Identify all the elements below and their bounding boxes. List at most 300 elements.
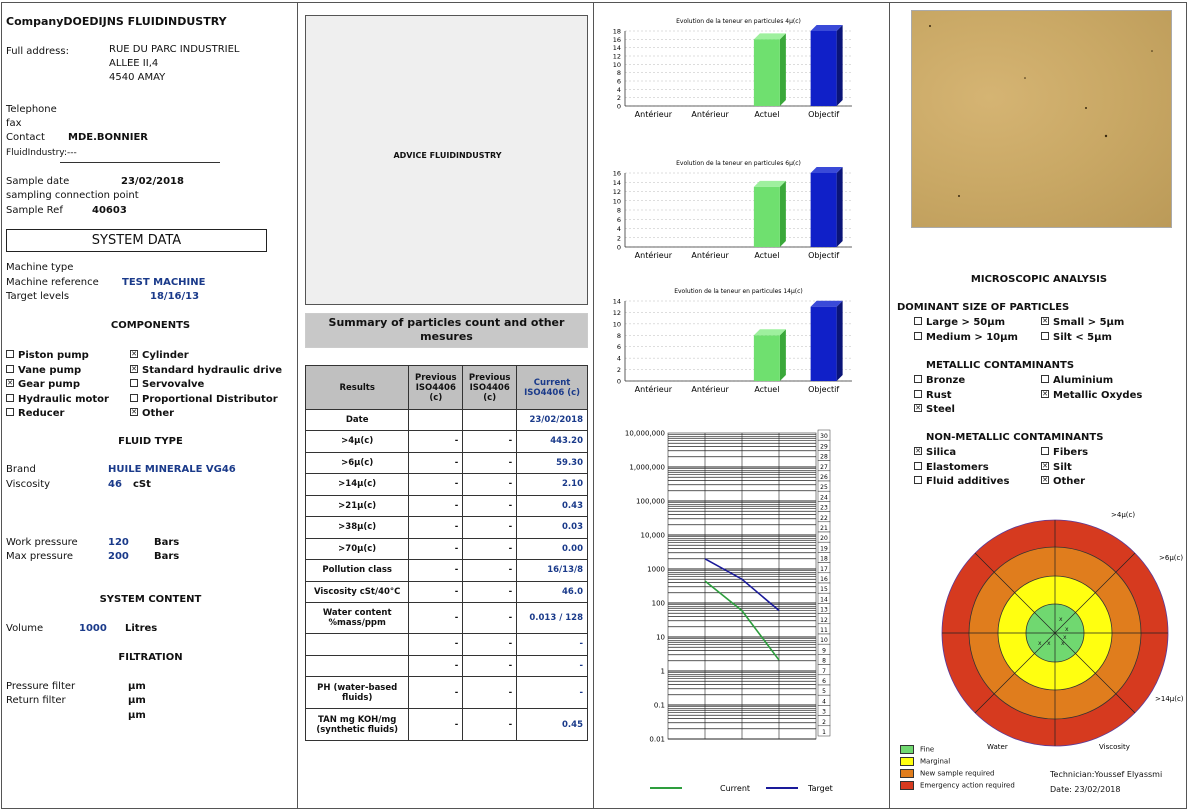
checkbox-label: Reducer (18, 408, 65, 419)
charts-panel (593, 2, 890, 809)
y-tick-label: 18 (612, 27, 621, 36)
checkbox-gear-pump[interactable] (6, 379, 80, 390)
checkbox-label: Proportional Distributor (142, 393, 278, 405)
extra-filter-unit: µm (128, 710, 146, 721)
brand-value: HUILE MINERALE VG46 (108, 464, 236, 475)
iso-class-label: 29 (820, 443, 828, 451)
y-tick-label: 16 (612, 169, 621, 178)
checkbox-icon[interactable] (1041, 390, 1049, 398)
filtration-title: FILTRATION (118, 652, 183, 663)
log-y-tick: 100,000 (636, 497, 665, 506)
log-y-tick: 1,000,000 (629, 463, 665, 472)
radar-label-6u: >6µ(c) (1159, 554, 1184, 562)
results-header: Previous ISO4406 (c) (463, 366, 517, 410)
y-tick-label: 12 (612, 52, 621, 61)
legend-label: New sample required (920, 769, 995, 778)
bar-side (837, 167, 843, 247)
checkbox-icon[interactable] (6, 379, 14, 387)
table-cell: - (409, 560, 463, 582)
table-row (306, 474, 588, 496)
checkbox-icon[interactable] (1041, 332, 1049, 340)
table-cell: - (463, 655, 517, 677)
table-cell: Water content %mass/ppm (306, 603, 409, 634)
advice-box (305, 15, 588, 305)
iso-class-label: 13 (820, 606, 828, 614)
checkbox-icon[interactable] (6, 350, 14, 358)
y-tick-label: 0 (616, 102, 621, 111)
iso-class-label: 3 (822, 708, 826, 716)
iso-class-label: 25 (820, 484, 828, 492)
particle-dots (912, 11, 1173, 229)
y-tick-label: 14 (612, 44, 621, 53)
iso-class-label: 11 (820, 627, 828, 634)
checkbox-servovalve[interactable] (130, 379, 204, 390)
table-cell: 59.30 (517, 452, 588, 474)
radar-point-icon: x (1059, 616, 1063, 623)
checkbox-fibers[interactable] (1041, 447, 1088, 458)
checkbox-label: Rust (926, 389, 952, 401)
table-cell: - (409, 452, 463, 474)
iso-class-label: 4 (822, 698, 826, 706)
iso-class-label: 5 (822, 688, 826, 696)
iso-class-label: 16 (820, 576, 828, 583)
legend-swatch (900, 757, 914, 766)
iso-class-label: 7 (822, 667, 826, 675)
checkbox-label: Standard hydraulic drive (142, 364, 283, 376)
table-cell: 0.45 (517, 709, 588, 741)
table-cell: >14µ(c) (306, 474, 409, 496)
y-tick-label: 8 (616, 206, 621, 215)
checkbox-icon[interactable] (1041, 447, 1049, 455)
checkbox-label: Fluid additives (926, 476, 1010, 487)
machine-ref-value: TEST MACHINE (122, 277, 206, 288)
checkbox-icon[interactable] (6, 408, 14, 416)
checkbox-label: Servovalve (142, 379, 205, 390)
components-title: COMPONENTS (110, 320, 191, 331)
table-cell: 2.10 (517, 474, 588, 496)
y-tick-label: 14 (612, 297, 621, 306)
radar-label-4u: >4µ(c) (1111, 511, 1136, 519)
volume-label: Volume (6, 623, 44, 634)
bar-objectif (811, 173, 837, 247)
checkbox-icon[interactable] (6, 365, 14, 373)
bar-actuel (754, 187, 780, 247)
viscosity-unit: cSt (133, 479, 151, 490)
table-cell: - (409, 538, 463, 560)
log-y-tick: 0.01 (649, 735, 665, 744)
bar-chart-title: Evolution de la teneur en particules 14µ(c) (674, 288, 803, 295)
checkbox-metallic-oxydes[interactable] (1041, 390, 1142, 401)
checkbox-silt[interactable] (1041, 462, 1072, 473)
table-row (306, 431, 588, 453)
table-cell: - (463, 560, 517, 582)
table-cell: >4µ(c) (306, 431, 409, 453)
table-cell: - (463, 634, 517, 656)
report-date: Date: 23/02/2018 (1050, 785, 1121, 794)
microscopic-panel (889, 2, 1187, 809)
sample-ref-value: 40603 (92, 205, 127, 216)
sampling-point: sampling connection point (6, 190, 139, 201)
metallic-title: METALLIC CONTAMINANTS (926, 360, 1075, 371)
address-line-1: RUE DU PARC INDUSTRIEL (109, 44, 240, 55)
bar-side (780, 33, 786, 106)
address-line-2: ALLEE II,4 (109, 58, 159, 69)
machine-ref-label: Machine reference (6, 277, 99, 288)
y-tick-label: 8 (616, 331, 621, 340)
y-tick-label: 12 (612, 308, 621, 317)
checkbox-standard-hydraulic-drive[interactable] (130, 365, 282, 376)
checkbox-medium-10-m[interactable] (914, 332, 1018, 343)
y-tick-label: 6 (616, 215, 621, 224)
target-levels-label: Target levels (6, 291, 70, 302)
iso-class-label: 20 (820, 535, 828, 543)
legend-swatch (900, 745, 914, 754)
table-cell: - (409, 603, 463, 634)
radar-chart (890, 505, 1188, 755)
checkbox-vane-pump[interactable] (6, 365, 81, 376)
checkbox-icon[interactable] (6, 394, 14, 402)
table-cell: >38µ(c) (306, 517, 409, 539)
iso-class-label: 9 (822, 647, 826, 655)
checkbox-label: Silica (926, 447, 957, 458)
y-tick-label: 0 (616, 377, 621, 386)
checkbox-icon[interactable] (914, 332, 922, 340)
sample-ref-label: Sample Ref (6, 205, 63, 216)
iso-class-label: 15 (820, 586, 828, 594)
radar-point-icon: x (1038, 640, 1042, 647)
checkbox-aluminium[interactable] (1041, 375, 1113, 386)
legend-label: Marginal (920, 757, 951, 766)
table-cell: - (463, 474, 517, 496)
log-y-tick: 10,000,000 (624, 429, 665, 438)
checkbox-other[interactable] (130, 408, 174, 419)
table-row (306, 517, 588, 539)
microscope-image (911, 10, 1172, 228)
bar-objectif (811, 31, 837, 106)
iso-class-label: 17 (820, 565, 828, 573)
iso-class-label: 26 (820, 474, 828, 481)
table-cell: - (463, 709, 517, 741)
checkbox-icon[interactable] (130, 394, 138, 402)
checkbox-cylinder[interactable] (130, 350, 189, 361)
x-tick-label: Actuel (754, 385, 780, 394)
pressure-filter-label: Pressure filter (6, 681, 76, 692)
checkbox-icon[interactable] (914, 317, 922, 325)
checkbox-icon[interactable] (1041, 462, 1049, 470)
radar-label-viscosity: Viscosity (1099, 743, 1130, 751)
table-row (306, 495, 588, 517)
charts-svg (594, 3, 889, 808)
pressure-filter-unit: µm (128, 681, 146, 692)
log-y-tick: 100 (651, 599, 665, 608)
legend-swatch (900, 781, 914, 790)
legend-item (900, 757, 1015, 769)
table-cell: 0.43 (517, 495, 588, 517)
x-tick-label: Antérieur (691, 251, 729, 260)
legend-item (900, 769, 1015, 781)
checkbox-fluid-additives[interactable] (914, 476, 1009, 487)
iso-class-label: 19 (820, 545, 828, 553)
x-tick-label: Antérieur (634, 251, 673, 260)
table-cell: - (517, 634, 588, 656)
bar-objectif (811, 307, 837, 381)
iso-class-label: 1 (822, 729, 826, 736)
checkbox-icon[interactable] (130, 408, 138, 416)
checkbox-icon[interactable] (1041, 317, 1049, 325)
volume-value: 1000 (79, 623, 107, 634)
table-cell: TAN mg KOH/mg (synthetic fluids) (306, 709, 409, 741)
divider (60, 162, 220, 163)
summary-title (305, 313, 588, 348)
table-cell: - (409, 474, 463, 496)
radar-point-icon: x (1063, 634, 1067, 641)
table-cell: - (463, 452, 517, 474)
checkbox-icon[interactable] (130, 365, 138, 373)
return-filter-label: Return filter (6, 695, 66, 706)
bar-side (780, 181, 786, 247)
y-tick-label: 2 (616, 234, 621, 243)
legend-item (900, 745, 1015, 757)
legend-swatch (900, 769, 914, 778)
legend-label: Target (808, 784, 833, 793)
table-cell: - (409, 677, 463, 709)
contact-value: MDE.BONNIER (68, 132, 148, 143)
x-tick-label: Actuel (754, 110, 780, 119)
system-data-panel (1, 2, 298, 809)
table-cell: Pollution class (306, 560, 409, 582)
checkbox-hydraulic-motor[interactable] (6, 394, 109, 405)
y-tick-label: 2 (616, 366, 621, 375)
table-row (306, 538, 588, 560)
checkbox-icon[interactable] (1041, 476, 1049, 484)
checkbox-label: Gear pump (18, 379, 81, 390)
y-tick-label: 12 (612, 188, 621, 196)
checkbox-label: Silt < 5µm (1053, 331, 1112, 343)
table-cell: - (463, 581, 517, 603)
table-cell: 443.20 (517, 431, 588, 453)
table-row (306, 634, 588, 656)
checkbox-label: Metallic Oxydes (1053, 389, 1143, 401)
legend-label: Emergency action required (920, 781, 1015, 790)
y-tick-label: 10 (612, 60, 621, 69)
x-tick-label: Antérieur (691, 385, 729, 394)
table-cell: 16/13/8 (517, 560, 588, 582)
y-tick-label: 6 (616, 77, 621, 86)
log-y-tick: 1 (660, 667, 665, 676)
table-cell: - (409, 431, 463, 453)
table-row (306, 677, 588, 709)
checkbox-icon[interactable] (914, 462, 922, 470)
checkbox-elastomers[interactable] (914, 462, 989, 473)
table-cell: - (463, 603, 517, 634)
radar-label-water: Water (987, 743, 1008, 751)
radar-point-icon: x (1061, 640, 1065, 647)
table-cell: - (463, 495, 517, 517)
radar-point-icon: x (1047, 640, 1051, 647)
microscopic-title: MICROSCOPIC ANALYSIS (970, 274, 1108, 285)
y-tick-label: 8 (616, 69, 621, 78)
results-header: Previous ISO4406 (c) (409, 366, 463, 410)
system-data-title: SYSTEM DATA (6, 229, 267, 252)
iso-class-label: 14 (820, 596, 828, 604)
table-cell: 46.0 (517, 581, 588, 603)
y-tick-label: 0 (616, 243, 621, 252)
y-tick-label: 4 (616, 85, 621, 94)
table-cell (306, 634, 409, 656)
iso-class-label: 12 (820, 616, 828, 624)
table-cell: >21µ(c) (306, 495, 409, 517)
radar-point-icon: x (1065, 626, 1069, 633)
technician: Technician:Youssef Elyassmi (1050, 770, 1163, 779)
bar-actuel (754, 39, 780, 106)
x-tick-label: Objectif (808, 385, 840, 394)
x-tick-label: Antérieur (634, 110, 673, 119)
legend-label: Fine (920, 745, 935, 754)
checkbox-small-5-m[interactable] (1041, 317, 1124, 328)
y-tick-label: 16 (612, 35, 621, 44)
checkbox-icon[interactable] (914, 390, 922, 398)
x-tick-label: Objectif (808, 110, 840, 119)
checkbox-label: Hydraulic motor (18, 393, 109, 405)
iso-class-label: 8 (822, 657, 826, 665)
table-cell: 23/02/2018 (517, 410, 588, 431)
table-cell: - (517, 677, 588, 709)
checkbox-icon[interactable] (130, 379, 138, 387)
iso-class-label: 22 (820, 514, 828, 522)
table-row (306, 655, 588, 677)
checkbox-silica[interactable] (914, 447, 956, 458)
y-tick-label: 4 (616, 225, 621, 233)
checkbox-label: Steel (926, 404, 955, 415)
advice-label: ADVICE FLUIDINDUSTRY (393, 151, 502, 160)
brand-label: Brand (6, 464, 36, 475)
work-pressure-unit: Bars (154, 537, 180, 548)
target-levels-value: 18/16/13 (150, 291, 200, 302)
table-row (306, 452, 588, 474)
checkbox-silt-5-m[interactable] (1041, 332, 1112, 343)
y-tick-label: 14 (612, 178, 621, 187)
iso-class-label: 27 (820, 463, 828, 471)
iso-class-label: 24 (820, 494, 828, 502)
y-tick-label: 6 (616, 343, 621, 352)
log-y-tick: 10 (656, 633, 665, 642)
checkbox-rust[interactable] (914, 390, 952, 401)
table-cell: - (409, 581, 463, 603)
telephone-label: Telephone (6, 104, 57, 115)
table-cell: Date (306, 410, 409, 431)
table-cell: 0.03 (517, 517, 588, 539)
table-cell: - (409, 495, 463, 517)
sample-date-value: 23/02/2018 (121, 176, 184, 187)
dominant-title: DOMINANT SIZE OF PARTICLES (897, 302, 1070, 313)
address-label: Full address: (6, 46, 69, 57)
checkbox-label: Cylinder (142, 350, 189, 361)
results-header: Current ISO4406 (c) (517, 366, 588, 410)
bar-side (837, 25, 843, 106)
x-tick-label: Objectif (808, 251, 840, 260)
nonmetallic-title: NON-METALLIC CONTAMINANTS (926, 432, 1104, 443)
machine-type-label: Machine type (6, 262, 74, 273)
table-cell: - (409, 709, 463, 741)
y-tick-label: 10 (612, 197, 621, 206)
table-row (306, 581, 588, 603)
table-cell: - (463, 517, 517, 539)
fax-label: fax (6, 118, 22, 129)
summary-panel (297, 2, 594, 809)
checkbox-bronze[interactable] (914, 375, 965, 386)
iso-class-label: 30 (820, 433, 828, 441)
iso-class-label: 21 (820, 525, 828, 532)
work-pressure-value: 120 (108, 537, 129, 548)
checkbox-icon[interactable] (914, 375, 922, 383)
bar-actuel (754, 335, 780, 381)
table-cell: Viscosity cSt/40°C (306, 581, 409, 603)
fluid-type-title: FLUID TYPE (118, 436, 183, 447)
checkbox-icon[interactable] (914, 476, 922, 484)
legend-item (900, 781, 1015, 793)
checkbox-label: Silt (1053, 461, 1072, 473)
checkbox-large-50-m[interactable] (914, 317, 1005, 328)
checkbox-reducer[interactable] (6, 408, 64, 419)
y-tick-label: 2 (616, 94, 621, 103)
log-y-tick: 10,000 (640, 531, 665, 540)
checkbox-steel[interactable] (914, 404, 955, 415)
contact-label: Contact (6, 132, 45, 143)
table-cell: >6µ(c) (306, 452, 409, 474)
checkbox-label: Aluminium (1053, 375, 1114, 386)
checkbox-icon[interactable] (1041, 375, 1049, 383)
iso-class-label: 2 (822, 718, 826, 726)
max-pressure-value: 200 (108, 551, 129, 562)
table-row (306, 560, 588, 582)
radar-legend (900, 745, 1015, 793)
checkbox-icon[interactable] (130, 350, 138, 358)
checkbox-piston-pump[interactable] (6, 350, 89, 361)
table-cell (306, 655, 409, 677)
table-cell: - (517, 655, 588, 677)
checkbox-label: Medium > 10µm (926, 331, 1018, 343)
company-name: CompanyDOEDIJNS FLUIDINDUSTRY (6, 15, 227, 28)
table-cell: 0.013 / 128 (517, 603, 588, 634)
x-tick-label: Antérieur (691, 110, 729, 119)
volume-unit: Litres (125, 623, 158, 634)
checkbox-label: Other (1053, 476, 1086, 487)
work-pressure-label: Work pressure (6, 537, 78, 548)
bar-chart-title: Evolution de la teneur en particules 6µ(c) (676, 160, 801, 167)
checkbox-label: Other (142, 408, 175, 419)
system-content-title: SYSTEM CONTENT (99, 594, 202, 605)
iso-class-label: 10 (820, 637, 828, 645)
checkbox-label: Fibers (1053, 447, 1089, 458)
return-filter-unit: µm (128, 695, 146, 706)
checkbox-label: Large > 50µm (926, 317, 1006, 328)
checkbox-icon[interactable] (914, 404, 922, 412)
viscosity-value: 46 (108, 479, 122, 490)
iso-class-label: 23 (820, 504, 828, 512)
viscosity-label: Viscosity (6, 479, 51, 490)
log-y-tick: 1000 (647, 565, 665, 574)
address-line-3: 4540 AMAY (109, 72, 166, 83)
x-tick-label: Actuel (754, 251, 780, 260)
checkbox-proportional-distributor[interactable] (130, 394, 278, 405)
table-cell (463, 410, 517, 431)
y-tick-label: 10 (612, 320, 621, 329)
checkbox-label: Small > 5µm (1053, 317, 1125, 328)
checkbox-icon[interactable] (914, 447, 922, 455)
iso-class-label: 18 (820, 555, 828, 563)
checkbox-label: Elastomers (926, 461, 989, 473)
checkbox-other[interactable] (1041, 476, 1085, 487)
